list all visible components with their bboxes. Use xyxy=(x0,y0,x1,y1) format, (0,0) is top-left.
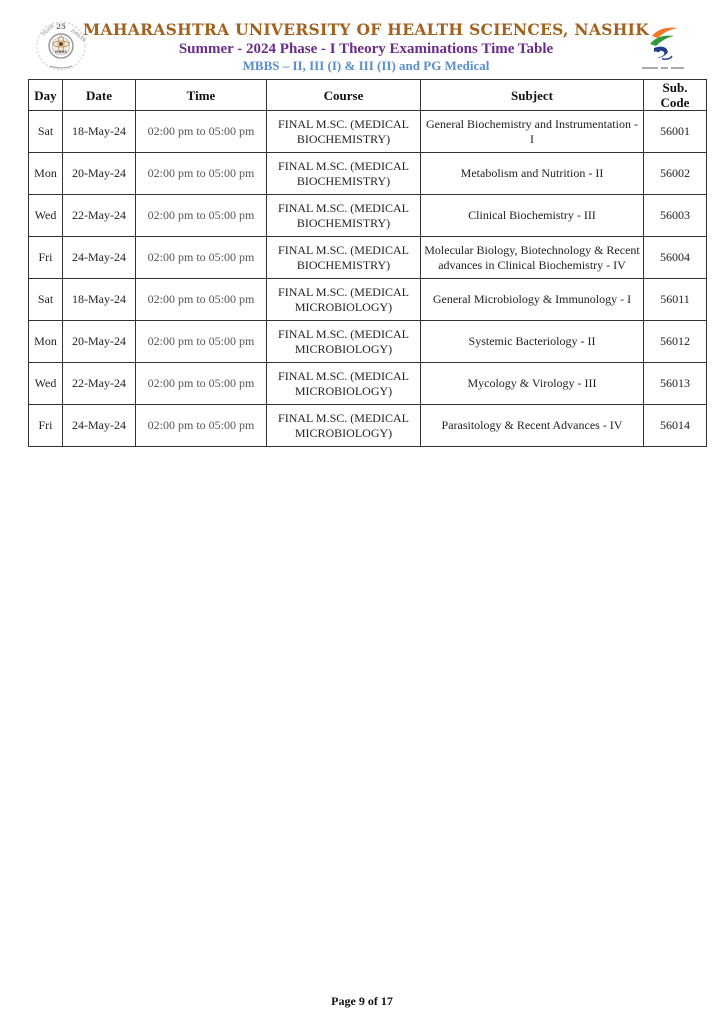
page-number: Page 9 of 17 xyxy=(331,994,393,1008)
table-row xyxy=(29,321,707,363)
amrit-mahotsav-logo-icon xyxy=(638,22,688,74)
cell-course: FINAL M.SC. (MEDICAL BIOCHEMISTRY) xyxy=(267,195,421,237)
cell-course: FINAL M.SC. (MEDICAL MICROBIOLOGY) xyxy=(267,321,421,363)
cell-subject: Metabolism and Nutrition - II xyxy=(421,153,644,195)
table-row xyxy=(29,153,707,195)
column-header-day: Day xyxy=(29,80,63,111)
cell-date: 24-May-24 xyxy=(63,405,136,447)
cell-time: 02:00 pm to 05:00 pm xyxy=(136,237,267,279)
cell-date: 18-May-24 xyxy=(63,111,136,153)
cell-course: FINAL M.SC. (MEDICAL BIOCHEMISTRY) xyxy=(267,153,421,195)
cell-day: Fri xyxy=(29,237,63,279)
cell-course: FINAL M.SC. (MEDICAL MICROBIOLOGY) xyxy=(267,405,421,447)
cell-date: 20-May-24 xyxy=(63,321,136,363)
cell-sub-code: 56004 xyxy=(644,237,707,279)
timetable xyxy=(28,79,707,447)
cell-subject: General Biochemistry and Instrumentation - I xyxy=(421,111,644,153)
cell-day: Wed xyxy=(29,363,63,405)
svg-text:25: 25 xyxy=(56,22,66,31)
cell-course: FINAL M.SC. (MEDICAL MICROBIOLOGY) xyxy=(267,363,421,405)
cell-subject: Molecular Biology, Biotechnology & Recent advances in Clinical Biochemistry - IV xyxy=(421,237,644,279)
cell-day: Sat xyxy=(29,111,63,153)
exam-title: Summer - 2024 Phase - I Theory Examinations Time Table xyxy=(178,41,554,57)
column-header-subject: Subject xyxy=(421,80,644,111)
table-row xyxy=(29,195,707,237)
cell-subject: General Microbiology & Immunology - I xyxy=(421,279,644,321)
cell-time: 02:00 pm to 05:00 pm xyxy=(136,195,267,237)
cell-time: 02:00 pm to 05:00 pm xyxy=(136,153,267,195)
table-row xyxy=(29,405,707,447)
cell-date: 20-May-24 xyxy=(63,153,136,195)
cell-subject: Clinical Biochemistry - III xyxy=(421,195,644,237)
cell-sub-code: 56012 xyxy=(644,321,707,363)
sub-code-label: Sub. Code xyxy=(660,80,690,110)
cell-date: 24-May-24 xyxy=(63,237,136,279)
column-header-sub-code xyxy=(644,80,707,111)
cell-day: Wed xyxy=(29,195,63,237)
cell-day: Mon xyxy=(29,153,63,195)
column-header-course: Course xyxy=(267,80,421,111)
svg-text:MUHS: MUHS xyxy=(55,50,67,54)
cell-sub-code: 56011 xyxy=(644,279,707,321)
cell-course: FINAL M.SC. (MEDICAL BIOCHEMISTRY) xyxy=(267,111,421,153)
table-row xyxy=(29,279,707,321)
table-row xyxy=(29,237,707,279)
cell-day: Mon xyxy=(29,321,63,363)
cell-date: 22-May-24 xyxy=(63,363,136,405)
cell-time: 02:00 pm to 05:00 pm xyxy=(136,111,267,153)
cell-sub-code: 56003 xyxy=(644,195,707,237)
cell-time: 02:00 pm to 05:00 pm xyxy=(136,405,267,447)
cell-subject: Parasitology & Recent Advances - IV xyxy=(421,405,644,447)
cell-sub-code: 56001 xyxy=(644,111,707,153)
cell-time: 02:00 pm to 05:00 pm xyxy=(136,279,267,321)
svg-text:SILVER: SILVER xyxy=(41,23,56,38)
cell-course: FINAL M.SC. (MEDICAL MICROBIOLOGY) xyxy=(267,279,421,321)
cell-sub-code: 56002 xyxy=(644,153,707,195)
university-title: MAHARASHTRA UNIVERSITY OF HEALTH SCIENCES, NASHIK xyxy=(83,20,649,39)
svg-text:JUBILEE: JUBILEE xyxy=(69,28,87,44)
column-header-date: Date xyxy=(63,80,136,111)
table-row xyxy=(29,111,707,153)
cell-day: Sat xyxy=(29,279,63,321)
programme-title: MBBS – II, III (I) & III (II) and PG Medical xyxy=(242,58,490,73)
table-row xyxy=(29,363,707,405)
cell-date: 22-May-24 xyxy=(63,195,136,237)
cell-course: FINAL M.SC. (MEDICAL BIOCHEMISTRY) xyxy=(267,237,421,279)
cell-time: 02:00 pm to 05:00 pm xyxy=(136,321,267,363)
cell-sub-code: 56014 xyxy=(644,405,707,447)
cell-day: Fri xyxy=(29,405,63,447)
table-header-row xyxy=(29,80,707,111)
cell-date: 18-May-24 xyxy=(63,279,136,321)
cell-time: 02:00 pm to 05:00 pm xyxy=(136,363,267,405)
column-header-time: Time xyxy=(136,80,267,111)
cell-subject: Systemic Bacteriology - II xyxy=(421,321,644,363)
page-header xyxy=(0,0,724,78)
cell-sub-code: 56013 xyxy=(644,363,707,405)
cell-subject: Mycology & Virology - III xyxy=(421,363,644,405)
